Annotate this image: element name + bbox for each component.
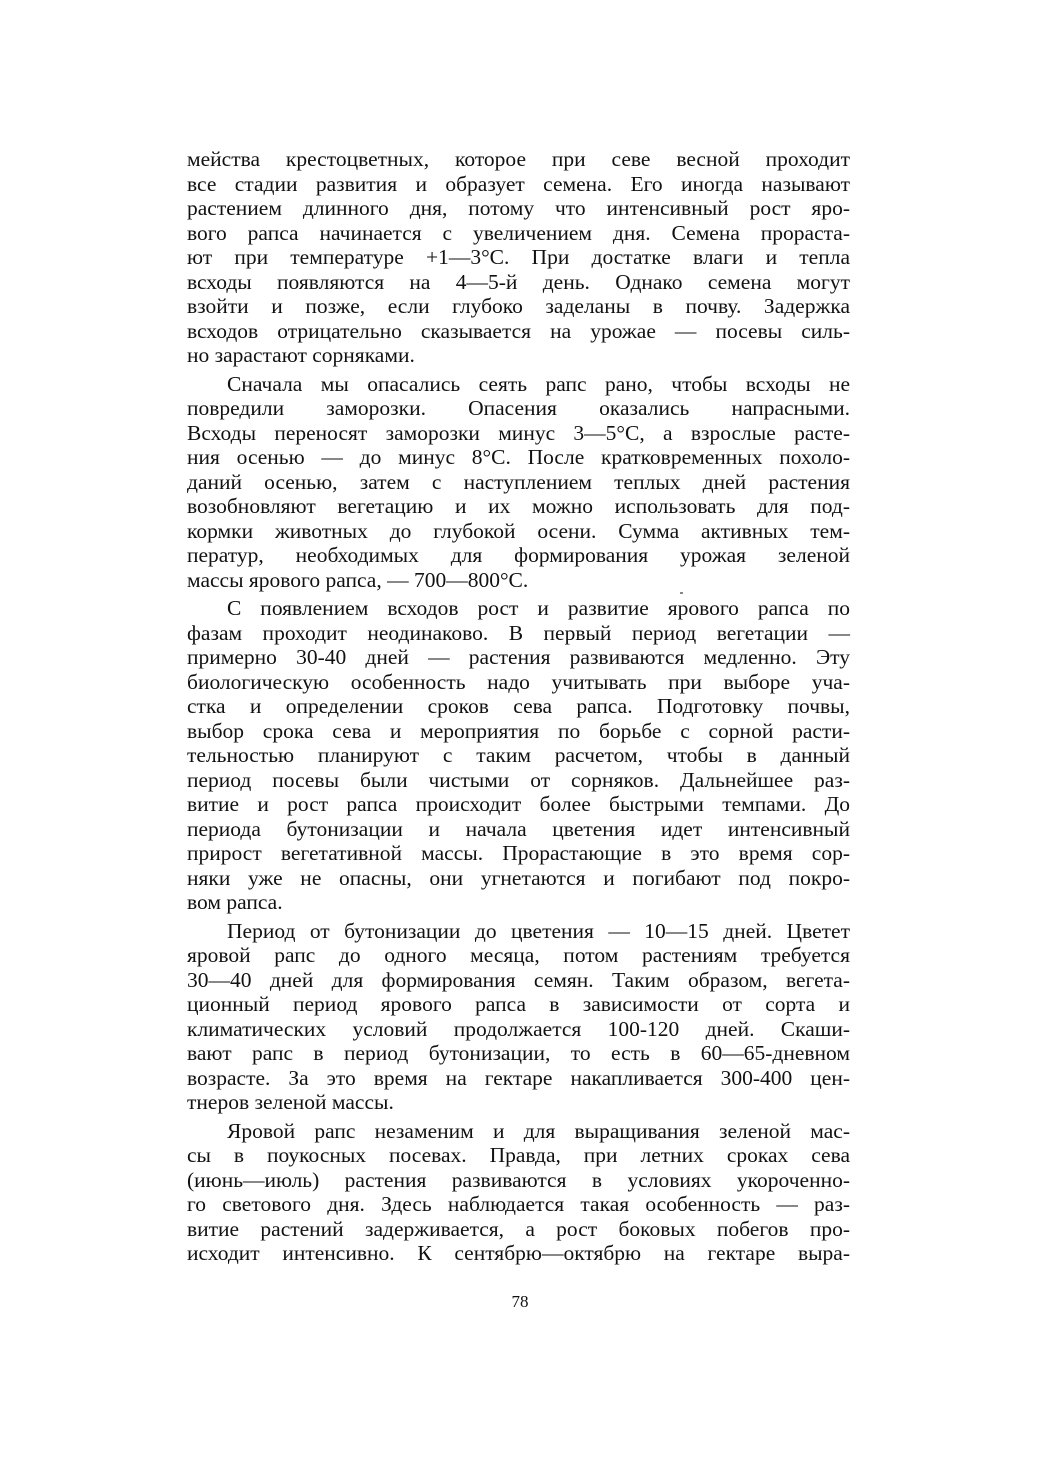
text-line: сы в поукосных посевах. Правда, при летних сроках сева [187, 1143, 850, 1167]
text-line: ния осенью — до минус 8°С. После кратковременных похоло- [187, 445, 850, 469]
text-line: яровой рапс до одного месяца, потом растениям требуется [187, 943, 850, 967]
text-line: витие и рост рапса происходит более быстрыми темпами. До [187, 792, 850, 816]
text-line: климатических условий продолжается 100-120 дней. Скаши- [187, 1016, 850, 1041]
text-line: прирост вегетативной массы. Прорастающие в это время сор- [187, 841, 850, 865]
text-line: Всходы переносят заморозки минус 3—5°С, а взрослые расте- [187, 420, 850, 445]
text-line: ют при температуре +1—3°С. При достатке влаги и тепла [187, 245, 850, 269]
paragraph-5 [187, 1119, 850, 1266]
text-line: растением длинного дня, потому что интенсивный рост яро- [187, 196, 850, 220]
text-line: фазам проходит неодинаково. В первый период вегетации — [187, 620, 850, 645]
text-line: вают рапс в период бутонизации, то есть в 60—65-дневном [187, 1041, 850, 1065]
text-line: С появлением всходов рост и развитие ярового рапса по [227, 596, 850, 620]
paragraph-2 [187, 372, 850, 593]
text-line: повредили заморозки. Опасения оказались напрасными. [187, 396, 850, 420]
text-line: стка и определении сроков сева рапса. Подготовку почвы, [187, 694, 850, 718]
text-line: Яровой рапс незаменим и для выращивания зеленой мас- [227, 1118, 850, 1143]
text-line: тельностью планируют с таким расчетом, чтобы в данный [187, 743, 850, 767]
text-line: няки уже не опасны, они угнетаются и погибают под покро- [187, 865, 850, 890]
text-line: периода бутонизации и начала цветения идет интенсивный [187, 816, 850, 841]
text-line: всходы появляются на 4—5-й день. Однако семена могут [187, 269, 850, 294]
text-line: вого рапса начинается с увеличением дня. Семена прораста- [187, 220, 850, 245]
text-line: Период от бутонизации до цветения — 10—15 дней. Цветет [227, 918, 850, 943]
text-line: ператур, необходимых для формирования урожая зеленой [187, 543, 850, 567]
text-line: го светового дня. Здесь наблюдается такая особенность — раз- [187, 1192, 850, 1216]
text-line: 30—40 дней для формирования семян. Таким образом, вегета- [187, 967, 850, 992]
text-line: но зарастают сорняками. [187, 343, 415, 367]
text-line: все стадии развития и образует семена. Его иногда называют [187, 171, 850, 196]
paragraph-3 [187, 596, 850, 915]
text-line: мейства крестоцветных, которое при севе весной проходит [187, 147, 850, 171]
body-text [187, 147, 850, 1270]
text-line: возобновляют вегетацию и их можно использовать для под- [187, 494, 850, 518]
text-line: взойти и позже, если глубоко заделаны в почву. Задержка [187, 294, 850, 318]
paragraph-4 [187, 919, 850, 1115]
paragraph-1 [187, 147, 850, 368]
text-line: Сначала мы опасались сеять рапс рано, чтобы всходы не [227, 371, 850, 396]
text-line: даний осенью, затем с наступлением теплых дней растения [187, 469, 850, 494]
page-number: 78 [511, 1292, 529, 1311]
text-line: витие растений задерживается, а рост боковых побегов про- [187, 1216, 850, 1241]
text-line: примерно 30-40 дней — растения развиваются медленно. Эту [187, 645, 850, 669]
text-line: выбор срока сева и мероприятия по борьбе с сорной расти- [187, 718, 850, 743]
text-line: биологическую особенность надо учитывать при выборе уча- [187, 669, 850, 694]
text-line: кормки животных до глубокой осени. Сумма активных тем- [187, 518, 850, 543]
text-line: период посевы были чистыми от сорняков. Дальнейшее раз- [187, 767, 850, 792]
text-line: ционный период ярового рапса в зависимости от сорта и [187, 992, 850, 1016]
text-line: исходит интенсивно. К сентябрю—октябрю на гектаре выра- [187, 1241, 850, 1265]
text-line: вом рапса. [187, 890, 283, 914]
text-line: всходов отрицательно сказывается на урожае — посевы силь- [187, 318, 850, 343]
text-line: массы ярового рапса, — 700—800°С. [187, 567, 529, 592]
scan-speck [680, 592, 683, 594]
text-line: тнеров зеленой массы. [187, 1090, 394, 1114]
text-line: (июнь—июль) растения развиваются в условиях укороченно- [187, 1167, 850, 1192]
text-line: возрасте. За это время на гектаре накапливается 300-400 цен- [187, 1065, 850, 1090]
